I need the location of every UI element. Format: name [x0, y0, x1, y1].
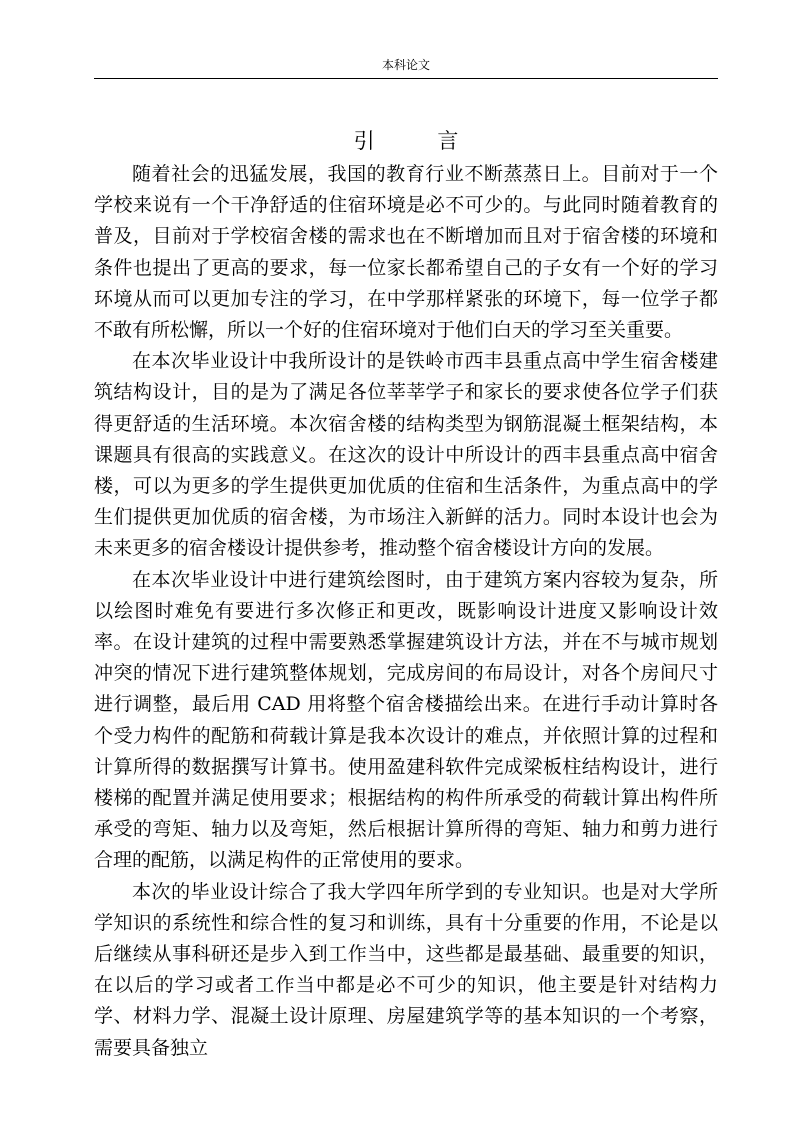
page-header: [94, 54, 718, 79]
paragraph: 本次的毕业设计综合了我大学四年所学到的专业知识。也是对大学所学知识的系统性和综合性的复习和训练，具有十分重要的作用，不论是以后继续从事科研还是步入到工作当中，这些都是最基础、最重要的知识，在以后的学习或者工作当中都是必不可少的知识，他主要是针对结构力学、材料力学、混凝土设计原理、房屋建筑学等的基本知识的一个考察，需要具备独立: [94, 880, 718, 1059]
paragraph: 随着社会的迅猛发展，我国的教育行业不断蒸蒸日上。目前对于一个学校来说有一个干净舒适的住宿环境是必不可少的。与此同时随着教育的普及，目前对于学校宿舍楼的需求也在不断增加而且对于宿舍楼的环境和条件也提出了更高的要求，每一位家长都希望自己的子女有一个好的学习环境从而可以更加专注的学习，在中学那样紧张的环境下，每一位学子都不敢有所松懈，所以一个好的住宿环境对于他们白天的学习至关重要。: [94, 163, 718, 342]
paragraph: 在本次毕业设计中我所设计的是铁岭市西丰县重点高中学生宿舍楼建筑结构设计，目的是为了满足各位莘莘学子和家长的要求使各位学子们获得更舒适的生活环境。本次宿舍楼的结构类型为钢筋混凝土框架结构，本课题具有很高的实践意义。在这次的设计中所设计的西丰县重点高中宿舍楼，可以为更多的学生提供更加优质的住宿和生活条件，为重点高中的学生们提供更加优质的宿舍楼，为市场注入新鲜的活力。同时本设计也会为未来更多的宿舍楼设计提供参考，推动整个宿舍楼设计方向的发展。: [94, 350, 718, 560]
body-text: [94, 159, 718, 1064]
section-title: 引 言: [353, 129, 487, 153]
header-text: 本科论文: [381, 58, 430, 72]
paragraph: 在本次毕业设计中进行建筑绘图时，由于建筑方案内容较为复杂，所以绘图时难免有要进行多次修正和更改，既影响设计进度又影响设计效率。在设计建筑的过程中需要熟悉掌握建筑设计方法，并在不与城市规划冲突的情况下进行建筑整体规划，完成房间的布局设计，对各个房间尺寸进行调整，最后用 CAD 用将整个宿舍楼描绘出来。在进行手动计算时各个受力构件的配筋和荷载计算是我本次设计的难点，并依照计算的过程和计算所得的数据撰写计算书。使用盈建科软件完成梁板柱结构设计，进行楼梯的配置并满足使用要求；根据结构的构件所承受的荷载计算出构件所承受的弯矩、轴力以及弯矩，然后根据计算所得的弯矩、轴力和剪力进行合理的配筋，以满足构件的正常使用的要求。: [94, 568, 718, 872]
